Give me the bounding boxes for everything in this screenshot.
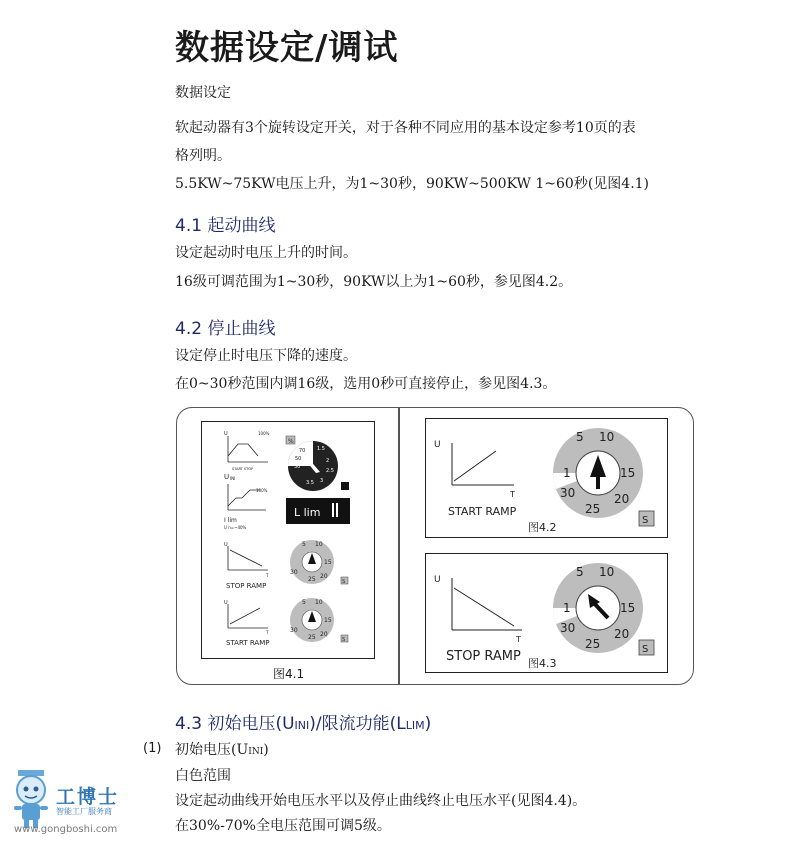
intro-line-1: 软起动器有3个旋转设定开关，对于各种不同应用的基本设定参考10页的表 (175, 120, 636, 136)
section-4-1-line-2: 16级可调范围为1~30秒，90KW以上为1~60秒，参见图4.2。 (175, 274, 573, 290)
svg-text:10: 10 (315, 599, 323, 606)
svg-text:30: 30 (560, 486, 576, 500)
svg-text:T: T (266, 630, 269, 635)
svg-text:25: 25 (585, 637, 601, 651)
svg-text:15: 15 (620, 466, 636, 480)
svg-text:1.5: 1.5 (317, 446, 325, 452)
svg-text:15: 15 (324, 617, 332, 624)
svg-text:1: 1 (563, 601, 571, 615)
svg-text:U: U (224, 542, 228, 548)
svg-text:10: 10 (599, 430, 615, 444)
section-4-2-line-1: 设定停止时电压下降的速度。 (175, 348, 357, 364)
svg-text:20: 20 (320, 631, 328, 638)
svg-text:70: 70 (299, 448, 306, 454)
svg-text:S: S (642, 644, 649, 655)
svg-text:10: 10 (315, 541, 323, 548)
uini-sub: INI (230, 476, 236, 481)
intro-line-2: 格列明。 (175, 148, 231, 164)
section-4-1-heading: 4.1 起动曲线 (175, 216, 276, 236)
svg-text:30: 30 (290, 627, 298, 634)
figure-4-2-panel (425, 418, 668, 538)
svg-text:15: 15 (324, 559, 332, 566)
svg-text:30: 30 (294, 464, 301, 470)
section-4-2-line-2: 在0~30秒范围内调16级，选用0秒可直接停止，参见图4.3。 (175, 376, 557, 392)
section-4-3-heading-sub-1: INI (294, 719, 310, 732)
svg-text:1: 1 (563, 466, 571, 480)
svg-text:50: 50 (295, 456, 302, 462)
figure-4-3-caption: 图4.3 (528, 657, 557, 670)
llim-small-label: I lim (224, 517, 237, 524)
section-4-2-heading: 4.2 停止曲线 (175, 319, 276, 339)
svg-text:30: 30 (290, 569, 298, 576)
fig43-stop-ramp-label: STOP RAMP (446, 649, 521, 664)
start-ramp-mini-graph (228, 604, 268, 628)
item-1-line-1: 白色范围 (175, 768, 231, 784)
svg-text:2: 2 (326, 458, 330, 464)
uini-axis-u: U (224, 431, 228, 437)
svg-text:T: T (266, 573, 269, 578)
svg-text:2.5: 2.5 (326, 468, 334, 474)
item-1-line-3: 在30%-70%全电压范围可调5级。 (175, 818, 391, 834)
fig43-axis-t: T (516, 635, 521, 644)
section-4-3-heading-part-c: ) (424, 714, 432, 734)
intro-line-3: 5.5KW~75KW电压上升，为1~30秒，90KW~500KW 1~60秒(见图4.1) (175, 176, 650, 192)
item-1-title-part-a: 初始电压(U (175, 742, 249, 758)
uini-pct100: 100% (258, 431, 270, 436)
figure-4-1-caption: 图4.1 (273, 667, 305, 681)
item-1-number: (1) (143, 741, 162, 756)
item-1-title-sub: INI (248, 747, 264, 757)
item-1-title (175, 740, 269, 762)
watermark-url: www.gongboshi.com (14, 824, 118, 835)
figure-4-1-panel (201, 421, 375, 659)
section-4-3-heading (175, 709, 431, 734)
svg-text:S: S (342, 637, 346, 643)
svg-text:3.5: 3.5 (306, 480, 314, 486)
svg-text:25: 25 (585, 502, 601, 516)
item-1-title-part-b: ) (263, 742, 269, 758)
pct-badge-text: % (288, 438, 294, 445)
watermark-tagline: 智能工厂服务商 (56, 807, 112, 816)
stop-ramp-mini-graph (228, 546, 268, 570)
figure-4-3-diagram (426, 554, 666, 671)
svg-text:25: 25 (308, 576, 316, 583)
svg-text:S: S (642, 515, 649, 526)
svg-text:U: U (224, 600, 228, 606)
figure-4-1-diagram (202, 422, 373, 657)
fig42-axis-u: U (434, 440, 441, 450)
figure-divider (398, 408, 400, 684)
figure-4-2-caption: 图4.2 (528, 521, 557, 534)
svg-text:3: 3 (320, 478, 324, 484)
fig42-start-ramp-label: START RAMP (448, 505, 517, 518)
item-1-line-2: 设定起动曲线开始电压水平以及停止曲线终止电压水平(见图4.4)。 (175, 793, 587, 809)
uini-graph (228, 436, 268, 462)
intro-heading: 数据设定 (175, 85, 231, 101)
uini-label: U (224, 473, 230, 481)
svg-text:20: 20 (320, 573, 328, 580)
section-4-3-heading-part-a: 4.3 初始电压(U (175, 714, 295, 734)
svg-text:5: 5 (576, 430, 584, 444)
svg-text:20: 20 (614, 492, 630, 506)
page-title: 数据设定/调试 (175, 28, 399, 68)
svg-text:100%: 100% (256, 488, 268, 493)
stop-ramp-mini-label: STOP RAMP (226, 582, 267, 590)
watermark-brand: 工博士 (56, 786, 120, 808)
fig43-axis-u: U (434, 575, 441, 585)
svg-text:5: 5 (576, 565, 584, 579)
svg-text:20: 20 (614, 627, 630, 641)
watermark-logo (6, 768, 136, 838)
figure-4-2-diagram (426, 419, 666, 536)
uini-ramp-text: START STOP (232, 467, 254, 471)
fig42-axis-t: T (510, 490, 515, 499)
svg-text:25: 25 (308, 634, 316, 641)
svg-text:15: 15 (620, 601, 636, 615)
svg-text:S: S (342, 579, 346, 585)
llim-badge-text: L lim (294, 506, 321, 519)
robot-mascot-icon (8, 768, 54, 830)
svg-text:5: 5 (302, 599, 306, 606)
llim-small-note: U n=~40% (224, 525, 247, 530)
start-ramp-mini-label: START RAMP (226, 639, 270, 647)
u-badge (341, 482, 349, 490)
svg-text:5: 5 (302, 541, 306, 548)
section-4-3-heading-sub-2: LIM (405, 719, 425, 732)
svg-text:30: 30 (560, 621, 576, 635)
svg-text:10: 10 (599, 565, 615, 579)
section-4-1-line-1: 设定起动时电压上升的时间。 (175, 245, 357, 261)
section-4-3-heading-part-b: )/限流功能(L (309, 714, 406, 734)
figure-4-3-panel (425, 553, 668, 673)
